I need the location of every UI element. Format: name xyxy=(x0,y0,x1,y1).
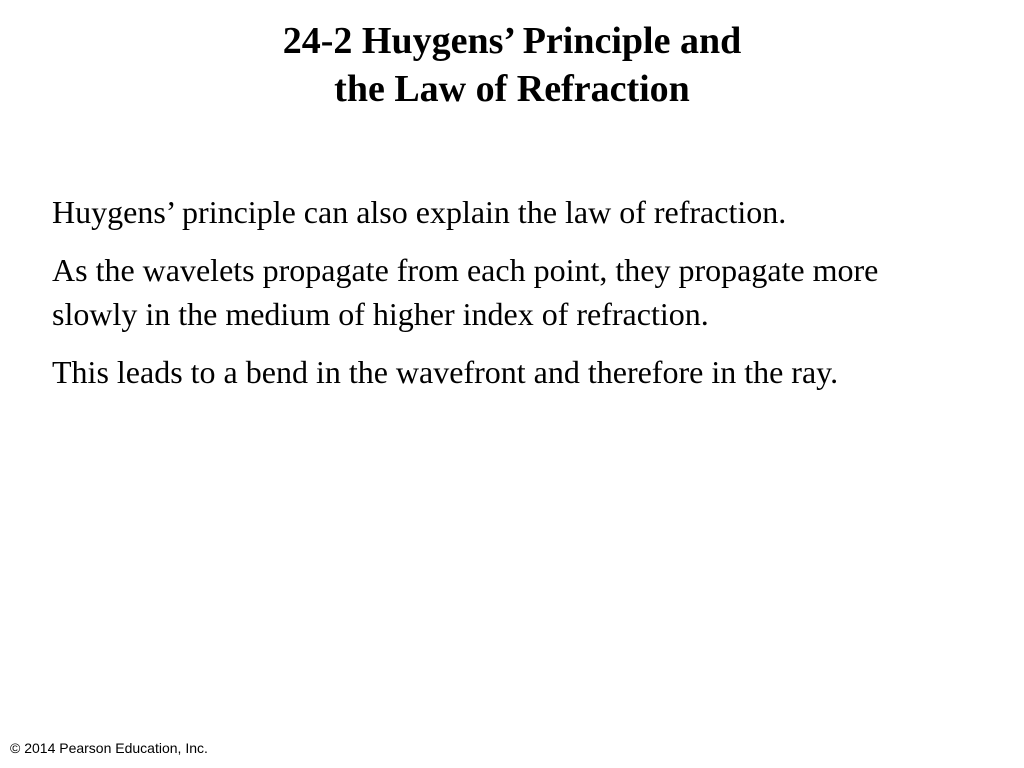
copyright-footer: © 2014 Pearson Education, Inc. xyxy=(10,740,208,756)
slide-body xyxy=(52,190,982,408)
slide-title xyxy=(0,17,1024,113)
body-paragraph-3: This leads to a bend in the wavefront and therefore in the ray. xyxy=(52,354,839,390)
body-paragraph-1: Huygens’ principle can also explain the law of refraction. xyxy=(52,194,787,230)
body-paragraph-2: As the wavelets propagate from each point, they propagate more slowly in the medium of higher index of refraction. xyxy=(52,252,879,332)
slide-title-line-2: the Law of Refraction xyxy=(334,68,690,110)
slide-title-line-1: 24-2 Huygens’ Principle and xyxy=(282,20,742,62)
